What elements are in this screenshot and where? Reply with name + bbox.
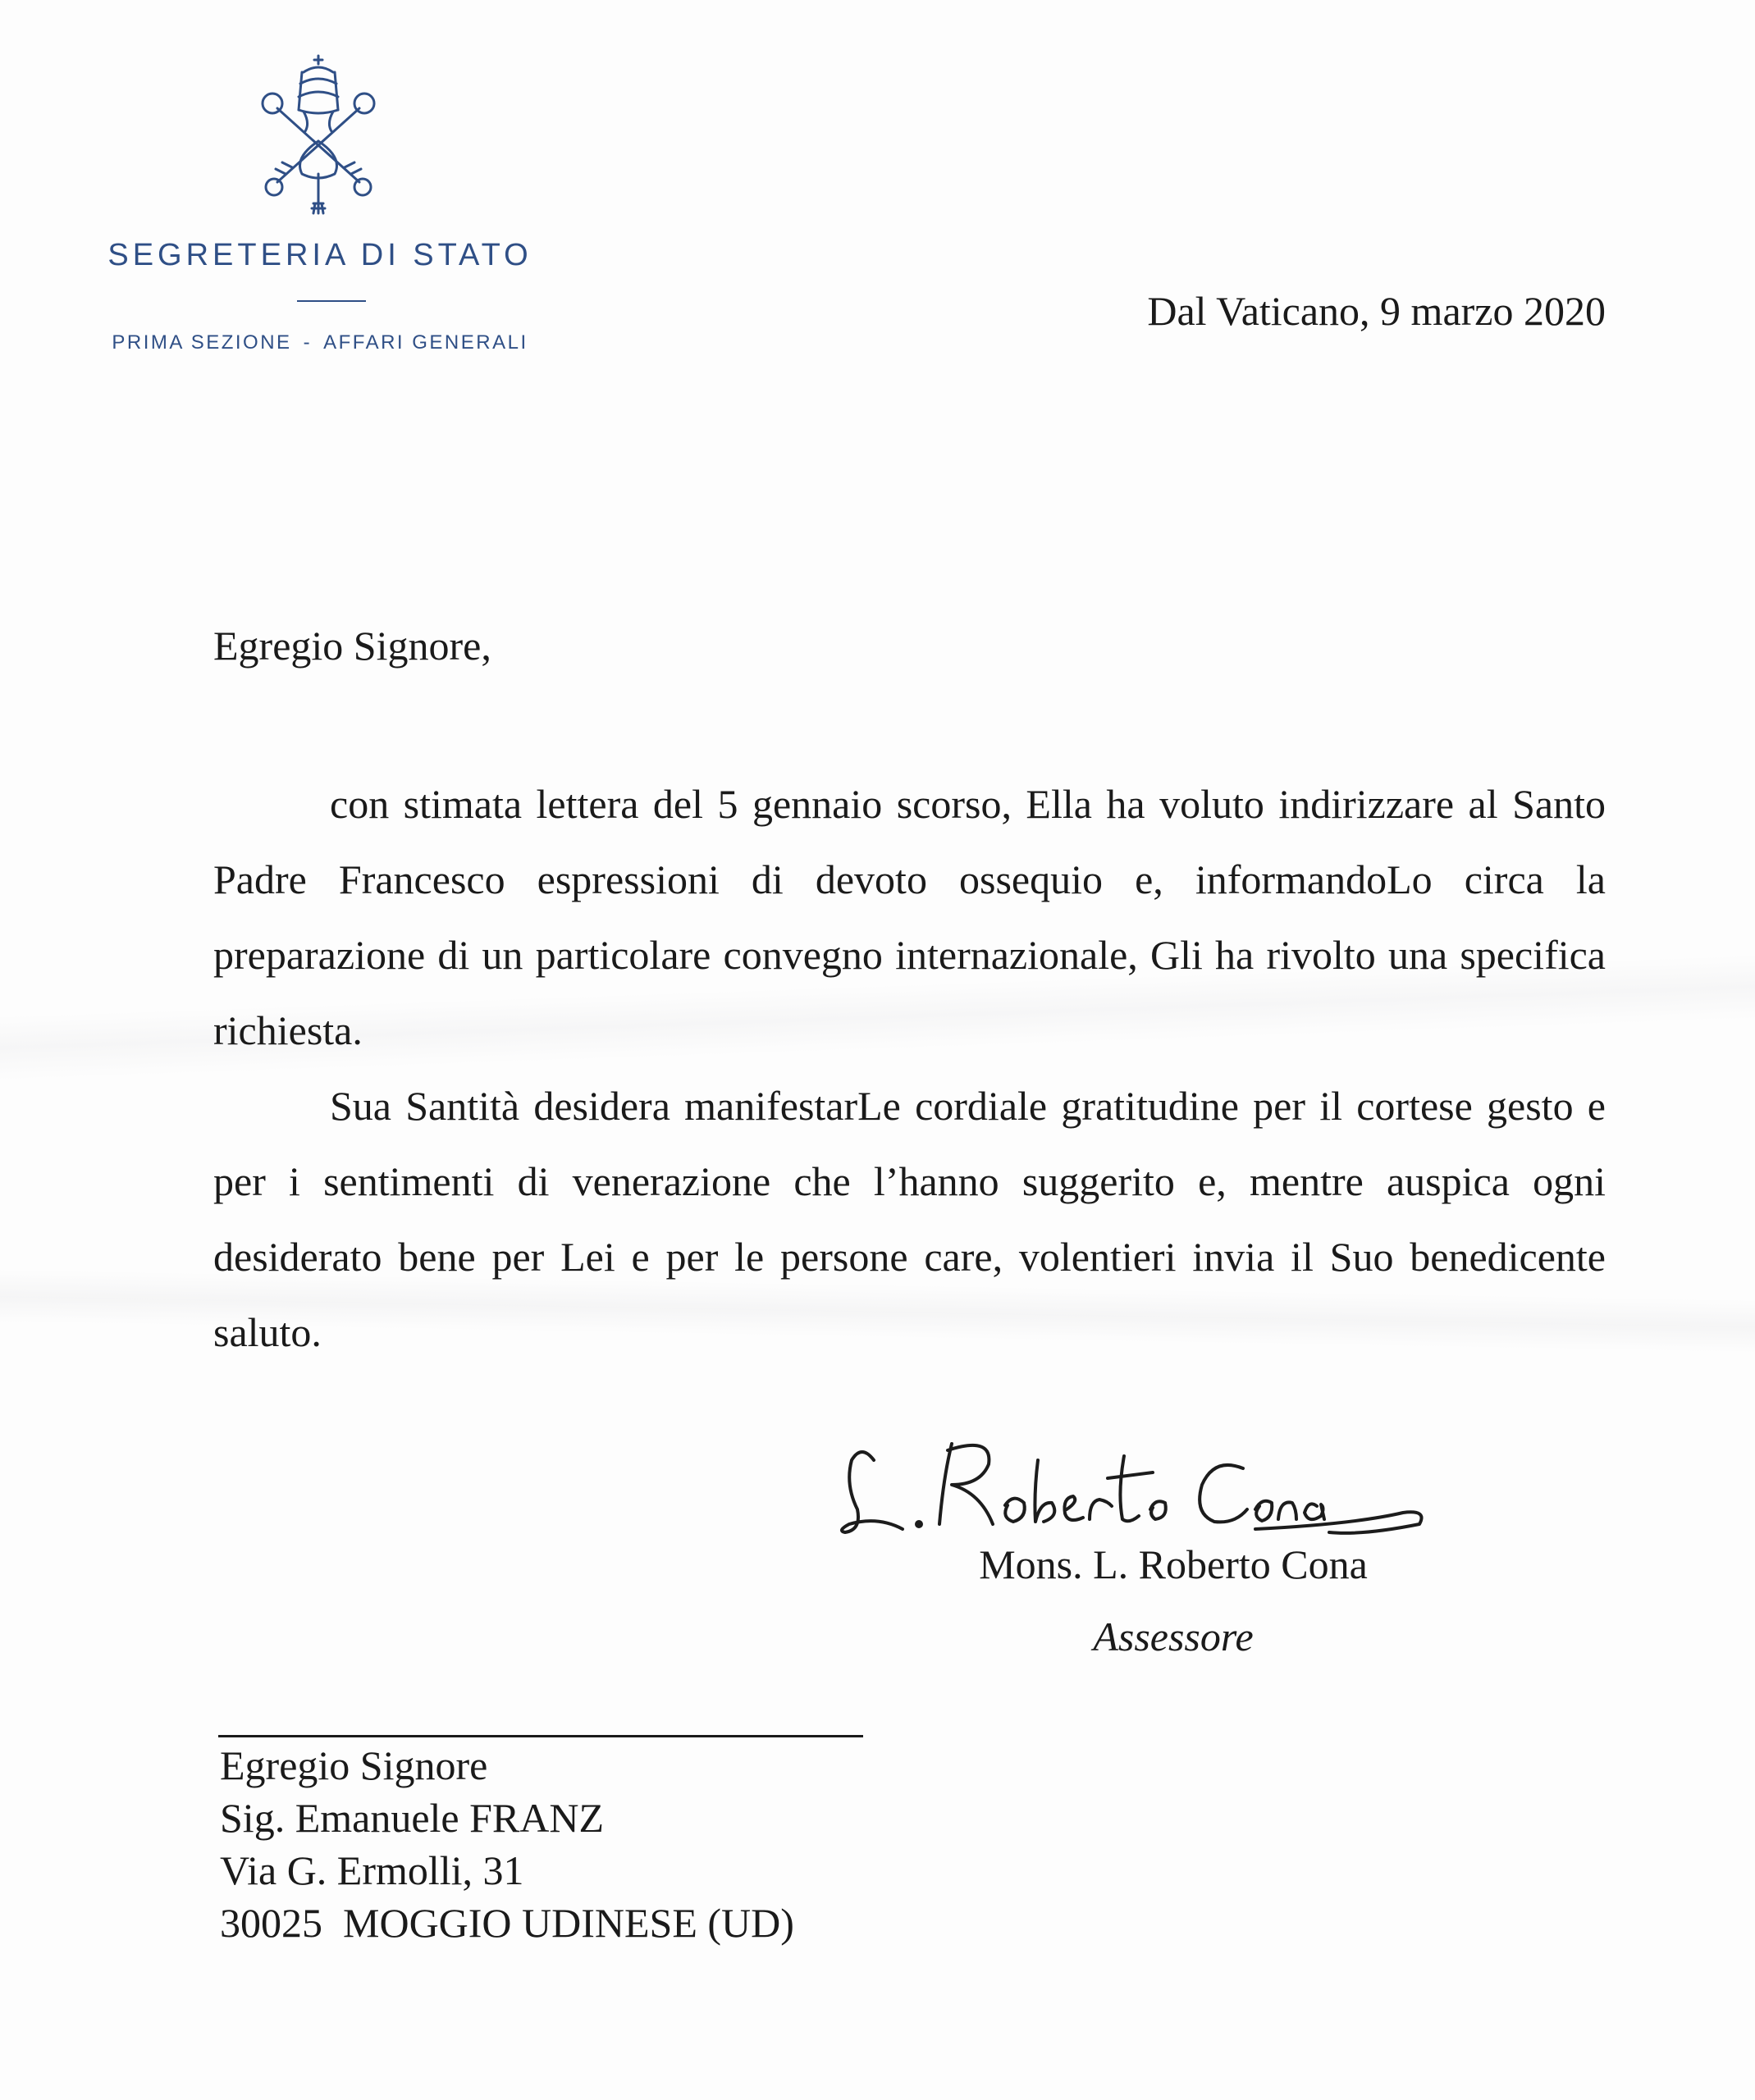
letterhead-divider — [297, 300, 366, 302]
address-line: 30025 MOGGIO UDINESE (UD) — [220, 1900, 794, 1946]
section-name: PRIMA SEZIONE — [112, 331, 292, 354]
letter-body — [213, 766, 1606, 1370]
section-subname: AFFARI GENERALI — [323, 331, 528, 354]
organization-section — [66, 331, 574, 354]
section-separator: - — [303, 331, 313, 354]
organization-name: SEGRETERIA DI STATO — [107, 238, 532, 272]
body-paragraph: Sua Santità desidera manifestarLe cordiale gratitudine per il cortese gesto e per i sentimenti di venerazione che l’hanno suggerito e, mentre auspica ogni desiderato bene per Lei e per le persone care, volentieri invia il Suo benedicente saluto. — [213, 1083, 1606, 1355]
papal-crossed-keys-emblem-icon — [253, 51, 384, 215]
body-paragraph: con stimata lettera del 5 gennaio scorso, Ella ha voluto indirizzare al Santo Padre Francesco espressioni di devoto ossequio e, informandoLo circa la preparazione di un particolare convegno internazionale, Gli ha rivolto una specifica richiesta. — [213, 781, 1606, 1053]
address-line: Sig. Emanuele FRANZ — [220, 1795, 605, 1841]
address-line: Egregio Signore — [220, 1742, 488, 1788]
signer-name: Mons. L. Roberto Cona — [979, 1541, 1368, 1587]
address-line: Via G. Ermolli, 31 — [220, 1847, 524, 1893]
recipient-address — [220, 1739, 794, 1949]
handwritten-signature — [829, 1427, 1485, 1542]
salutation: Egregio Signore, — [213, 623, 491, 669]
address-divider — [218, 1735, 863, 1737]
date-line: Dal Vaticano, 9 marzo 2020 — [1147, 288, 1606, 334]
signer-title: Assessore — [1093, 1614, 1254, 1659]
